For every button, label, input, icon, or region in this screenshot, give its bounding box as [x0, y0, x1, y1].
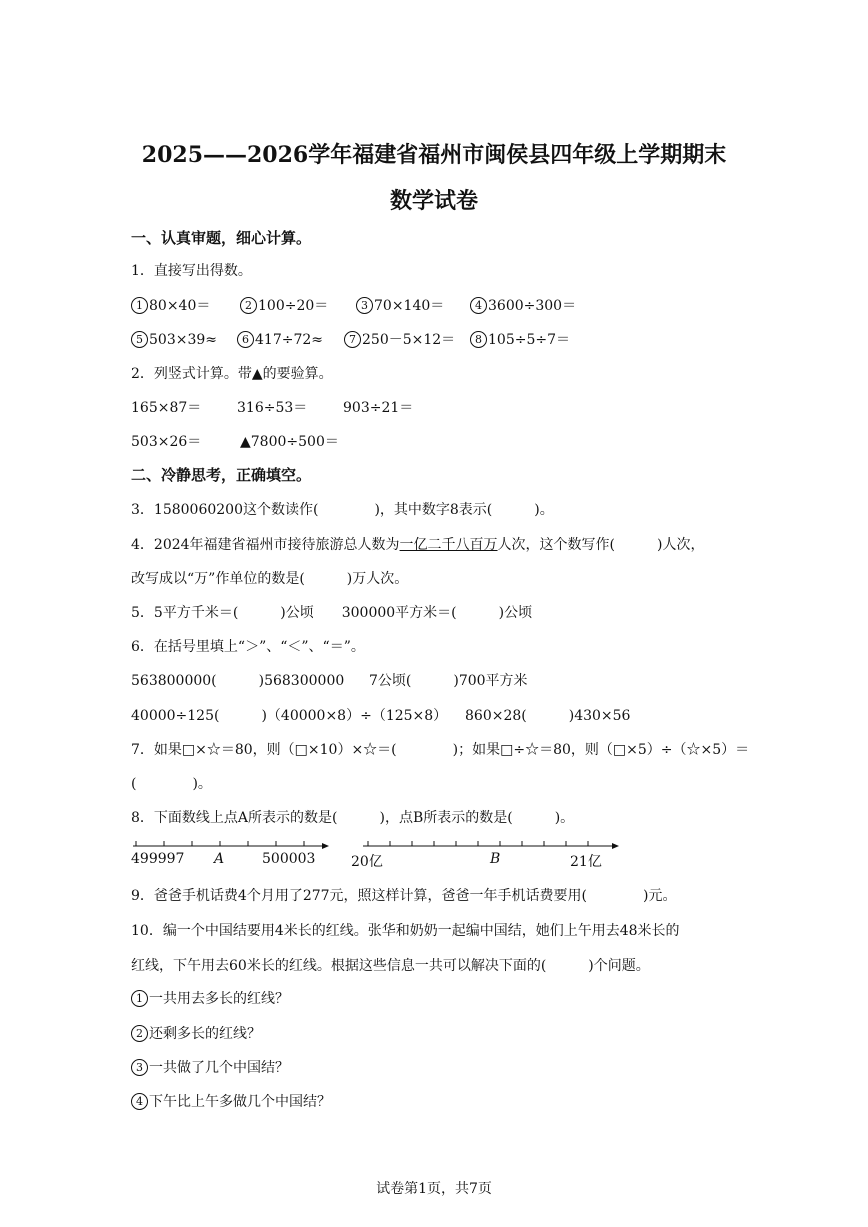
question-3: 3．1580060200这个数读作( )，其中数字8表示( )。: [131, 502, 554, 518]
q6-item: 860×28( )430×56: [465, 708, 631, 724]
q4-text-b: 人次，这个数写作( )人次，: [497, 537, 705, 553]
q1-item-text: 70×140＝: [374, 298, 445, 314]
question-1-stem: 1．直接写出得数。: [131, 263, 252, 279]
number-line-2-right-label: 21亿: [570, 854, 602, 870]
q1-item: [240, 296, 328, 316]
q10-option-text: 一共做了几个中国结？: [149, 1060, 289, 1076]
circled-number: 8: [470, 331, 487, 348]
number-line-1-left-label: 499997: [131, 851, 185, 867]
q1-item-text: 100÷20＝: [258, 298, 329, 314]
question-6-stem: 6．在括号里填上“＞”、“＜”、“＝”。: [131, 639, 365, 655]
number-line-1-right-label: 500003: [262, 851, 316, 867]
q10-option-text: 下午比上午多做几个中国结？: [149, 1094, 331, 1110]
circled-number: 2: [240, 297, 257, 314]
q1-item-text: 250－5×12＝: [362, 332, 456, 348]
circled-number: 2: [131, 1025, 148, 1042]
question-10: 10．编一个中国结要用4米长的红线。张华和奶奶一起编中国结，她们上午用去48米长的: [131, 923, 680, 939]
q1-item: [237, 330, 323, 350]
q1-item-text: 105÷5÷7＝: [488, 332, 570, 348]
circled-number: 1: [131, 990, 148, 1007]
q4-underlined-number: 一亿二千八百万: [399, 537, 498, 553]
q1-item: [470, 330, 570, 350]
q6-item: 563800000( )568300000: [131, 673, 345, 689]
q6-item: 7公顷( )700平方米: [369, 673, 528, 689]
question-4: [131, 535, 704, 555]
circled-number: 5: [131, 331, 148, 348]
question-7-cont: ( )。: [131, 776, 212, 792]
number-line-2-left-label: 20亿: [351, 854, 383, 870]
circled-number: 4: [470, 297, 487, 314]
q10-option: [131, 1092, 331, 1112]
q10-option: [131, 1024, 261, 1044]
q10-option-text: 一共用去多长的红线？: [149, 991, 289, 1007]
q2-item: 316÷53＝: [237, 400, 308, 416]
question-2-stem: 2．列竖式计算。带▲的要验算。: [131, 366, 333, 382]
circled-number: 7: [344, 331, 361, 348]
q10-option: [131, 1058, 289, 1078]
circled-number: 3: [356, 297, 373, 314]
q1-item: [356, 296, 444, 316]
q2-item: 165×87＝: [131, 400, 202, 416]
q1-item-text: 503×39≈: [149, 332, 217, 348]
q1-item: [470, 296, 576, 316]
q6-item: 40000÷125( )（40000×8）÷（125×8）: [131, 708, 448, 724]
circled-number: 3: [131, 1059, 148, 1076]
circled-number: 6: [237, 331, 254, 348]
q1-item-text: 3600÷300＝: [488, 298, 577, 314]
q1-item-text: 80×40＝: [149, 298, 211, 314]
q1-item: [344, 330, 455, 350]
page-title-line2: 数学试卷: [389, 188, 478, 214]
q2-item: 503×26＝: [131, 434, 202, 450]
page-footer: 试卷第1页，共7页: [376, 1181, 492, 1197]
question-10-cont: 红线，下午用去60米长的红线。根据这些信息一共可以解决下面的( )个问题。: [131, 958, 650, 974]
page-title-line1: 2025——2026学年福建省福州市闽侯县四年级上学期期末: [141, 142, 727, 168]
question-9: 9．爸爸手机话费4个月用了277元，照这样计算，爸爸一年手机话费要用( )元。: [131, 888, 677, 904]
section-heading-2: 二、冷静思考，正确填空。: [131, 466, 312, 484]
question-5: 5．5平方千米＝( )公顷 300000平方米＝( )公顷: [131, 605, 533, 621]
circled-number: 4: [131, 1093, 148, 1110]
question-4-cont: 改写成以“万”作单位的数是( )万人次。: [131, 571, 409, 587]
q4-text-a: 4．2024年福建省福州市接待旅游总人数为: [131, 537, 400, 553]
q10-option: [131, 989, 289, 1009]
number-line-2-point-b: B: [490, 851, 501, 867]
q2-item: 903÷21＝: [343, 400, 414, 416]
q1-item: [131, 296, 210, 316]
circled-number: 1: [131, 297, 148, 314]
q1-item: [131, 330, 217, 350]
q2-item: ▲7800÷500＝: [240, 434, 339, 450]
number-line-1-point-a: A: [214, 851, 225, 867]
q10-option-text: 还剩多长的红线？: [149, 1026, 261, 1042]
section-heading-1: 一、认真审题，细心计算。: [131, 229, 312, 247]
question-8-stem: 8．下面数线上点A所表示的数是( )，点B所表示的数是( )。: [131, 810, 575, 826]
question-7: 7．如果□×☆＝80，则（□×10）×☆＝( )；如果□÷☆＝80，则（□×5）÷（☆×5）＝: [131, 742, 750, 758]
q1-item-text: 417÷72≈: [255, 332, 323, 348]
